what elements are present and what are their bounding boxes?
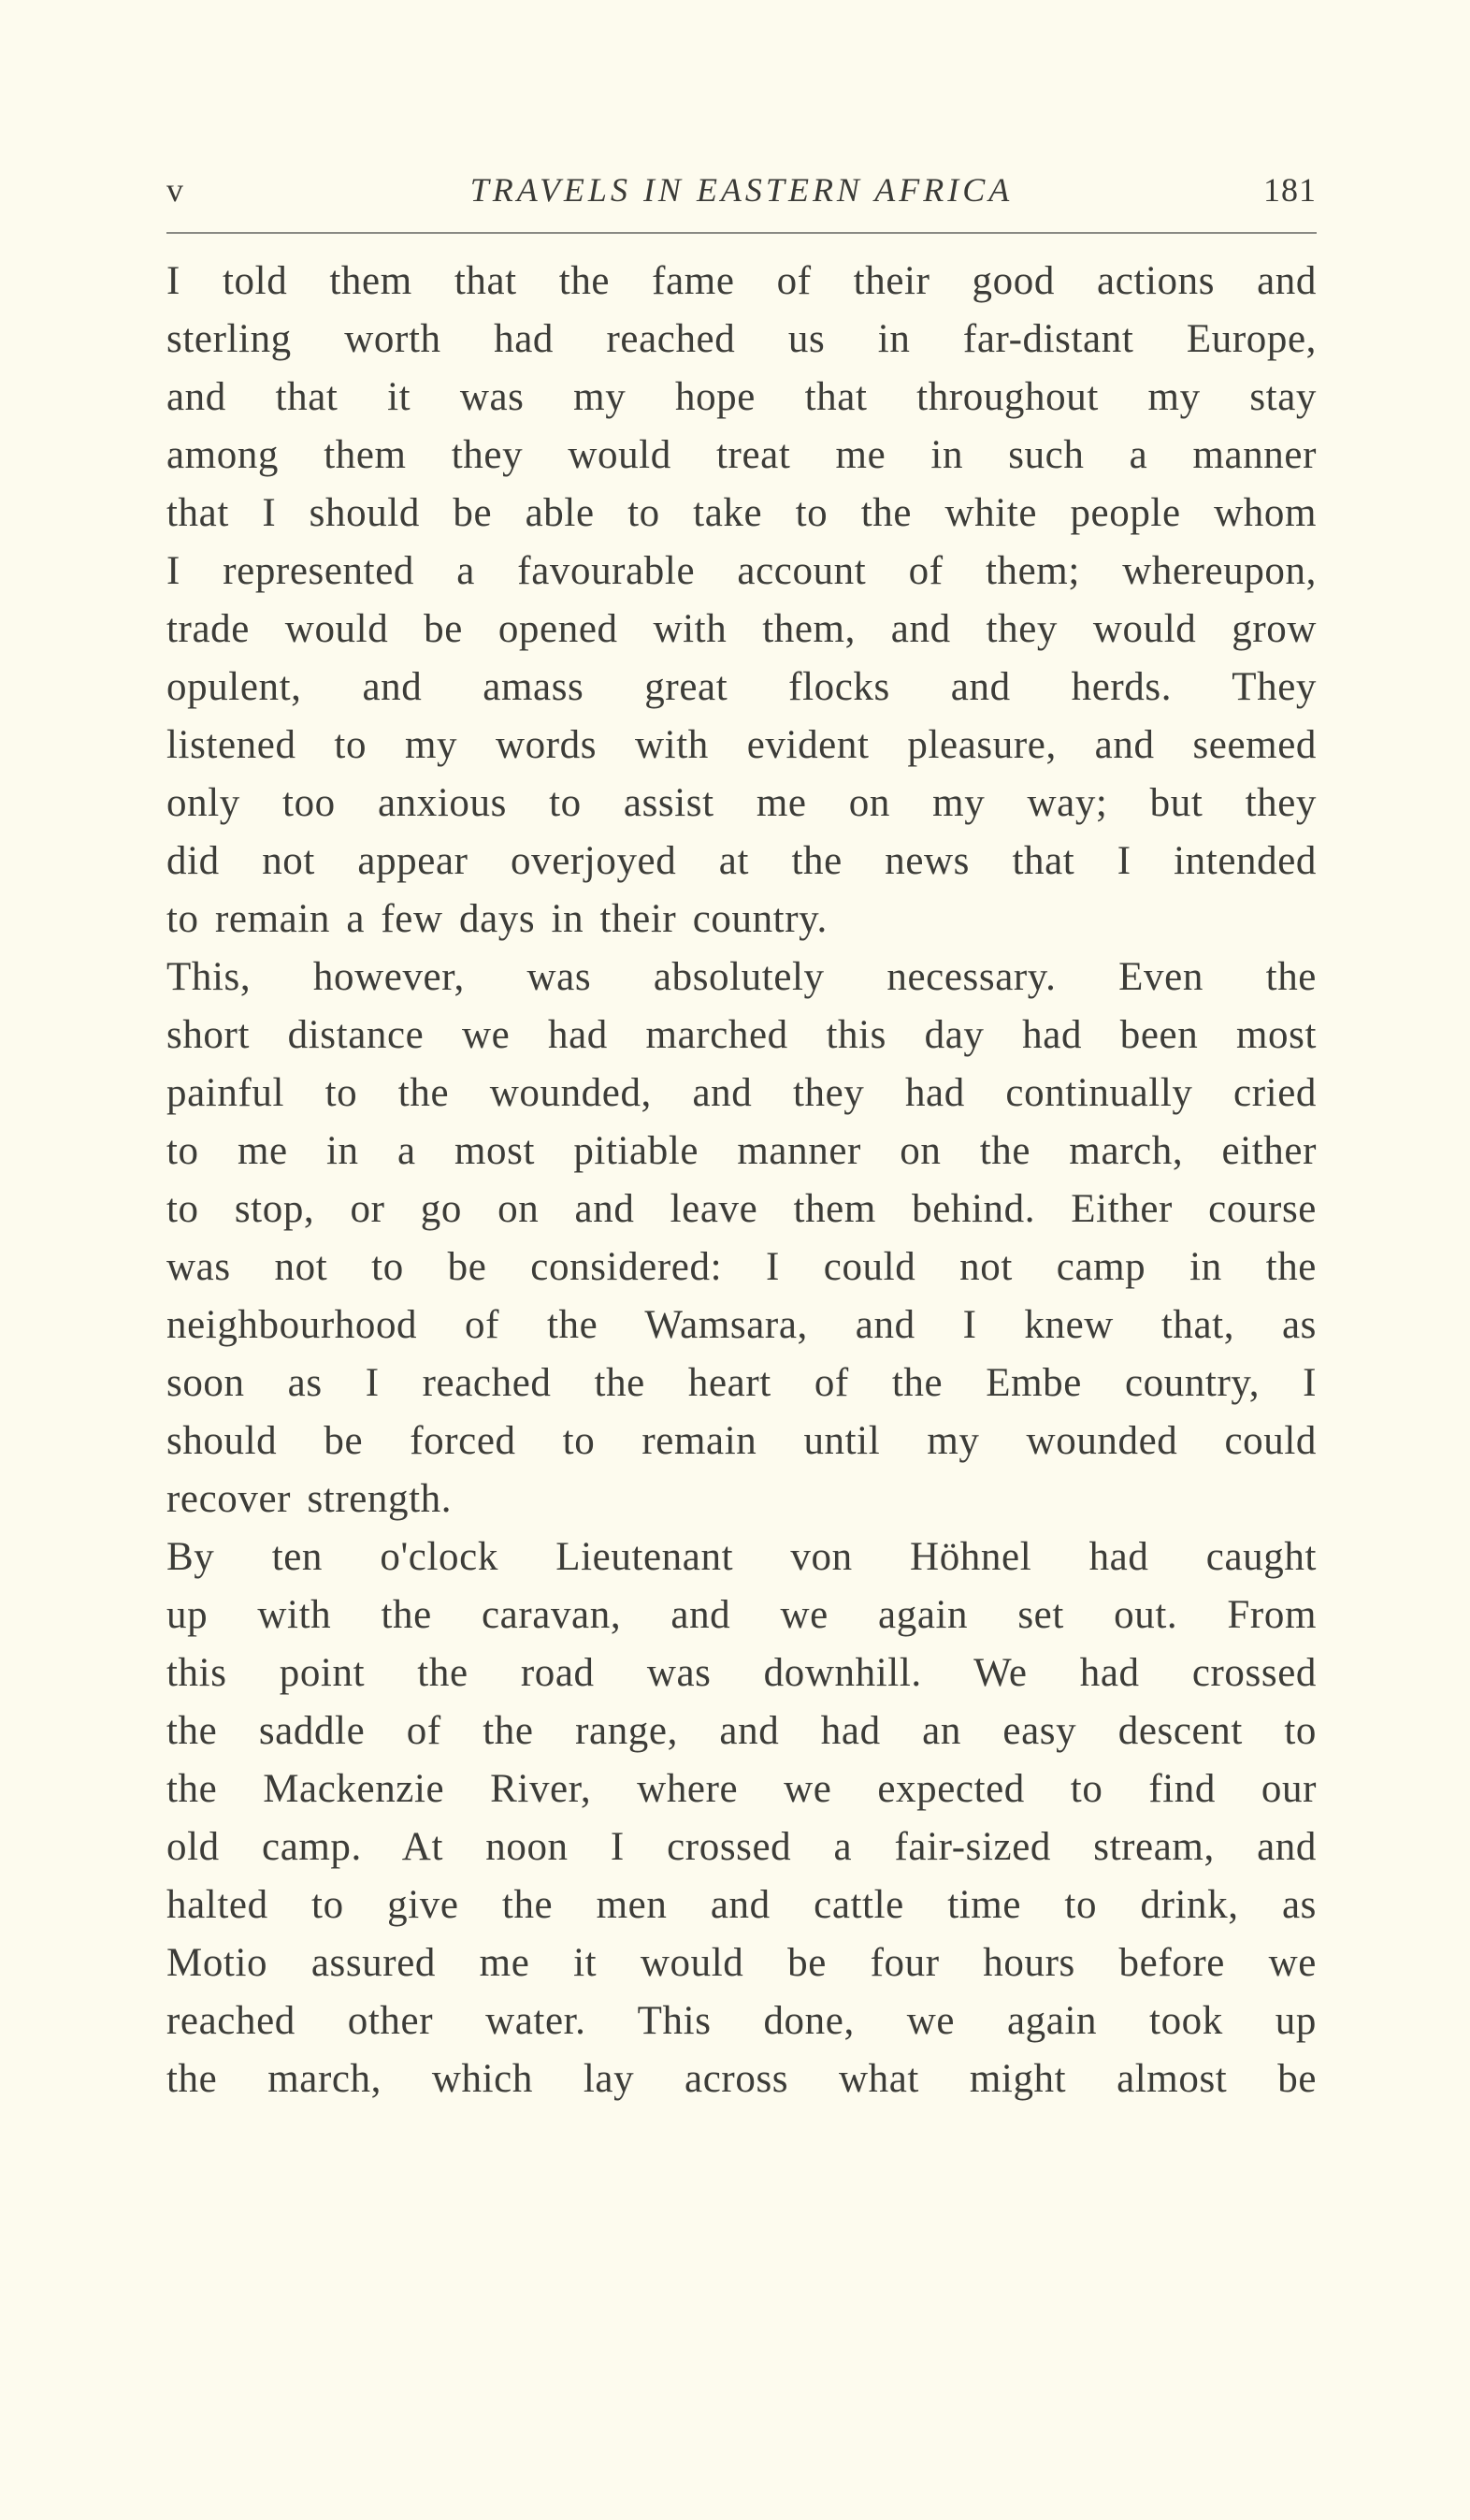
body-text (166, 253, 1317, 2108)
text-line: painful to the wounded, and they had continually cried (166, 1071, 1317, 1115)
text-line: soon as I reached the heart of the Embe country, I (166, 1361, 1317, 1405)
text-line: I represented a favourable account of them; whereupon, (166, 549, 1317, 593)
text-line: old camp. At noon I crossed a fair-sized stream, and (166, 1825, 1317, 1869)
text-line: did not appear overjoyed at the news that I intended (166, 839, 1317, 883)
text-line: listened to my words with evident pleasure, and seemed (166, 723, 1317, 767)
text-line: the Mackenzie River, where we expected to find our (166, 1767, 1317, 1811)
running-head (166, 167, 1317, 223)
text-line: recover strength. (166, 1477, 453, 1521)
running-title: TRAVELS IN EASTERN AFRICA (469, 171, 1014, 209)
text-line: among them they would treat me in such a manner (166, 433, 1317, 477)
text-line: the saddle of the range, and had an easy descent to (166, 1709, 1317, 1753)
text-line: should be forced to remain until my wounded could (166, 1419, 1317, 1463)
text-line: sterling worth had reached us in far-distant Europe, (166, 317, 1317, 361)
text-line: to stop, or go on and leave them behind. Either course (166, 1187, 1317, 1231)
text-line: only too anxious to assist me on my way; but they (166, 781, 1317, 825)
text-line: this point the road was downhill. We had crossed (166, 1651, 1317, 1695)
page-number: 181 (1263, 171, 1317, 209)
text-line: neighbourhood of the Wamsara, and I knew that, as (166, 1303, 1317, 1347)
header-rule (166, 232, 1317, 234)
text-line: I told them that the fame of their good actions and (166, 259, 1317, 303)
text-line: This, however, was absolutely necessary. Even the (166, 955, 1317, 999)
text-line: Motio assured me it would be four hours before we (166, 1941, 1317, 1985)
text-line: halted to give the men and cattle time to drink, as (166, 1883, 1317, 1927)
text-line: trade would be opened with them, and they would grow (166, 607, 1317, 651)
text-line: By ten o'clock Lieutenant von Höhnel had caught (166, 1535, 1317, 1579)
text-line: short distance we had marched this day had been most (166, 1013, 1317, 1057)
chapter-number: v (166, 171, 184, 209)
text-line: that I should be able to take to the white people whom (166, 491, 1317, 535)
text-line: reached other water. This done, we again took up (166, 1999, 1317, 2043)
text-line: opulent, and amass great flocks and herds. They (166, 665, 1317, 709)
text-line: to me in a most pitiable manner on the march, either (166, 1129, 1317, 1173)
text-line: was not to be considered: I could not camp in the (166, 1245, 1317, 1289)
text-line: to remain a few days in their country. (166, 897, 828, 941)
text-line: the march, which lay across what might almost be (166, 2057, 1317, 2101)
text-line: up with the caravan, and we again set out. From (166, 1593, 1317, 1637)
text-line: and that it was my hope that throughout my stay (166, 375, 1317, 419)
